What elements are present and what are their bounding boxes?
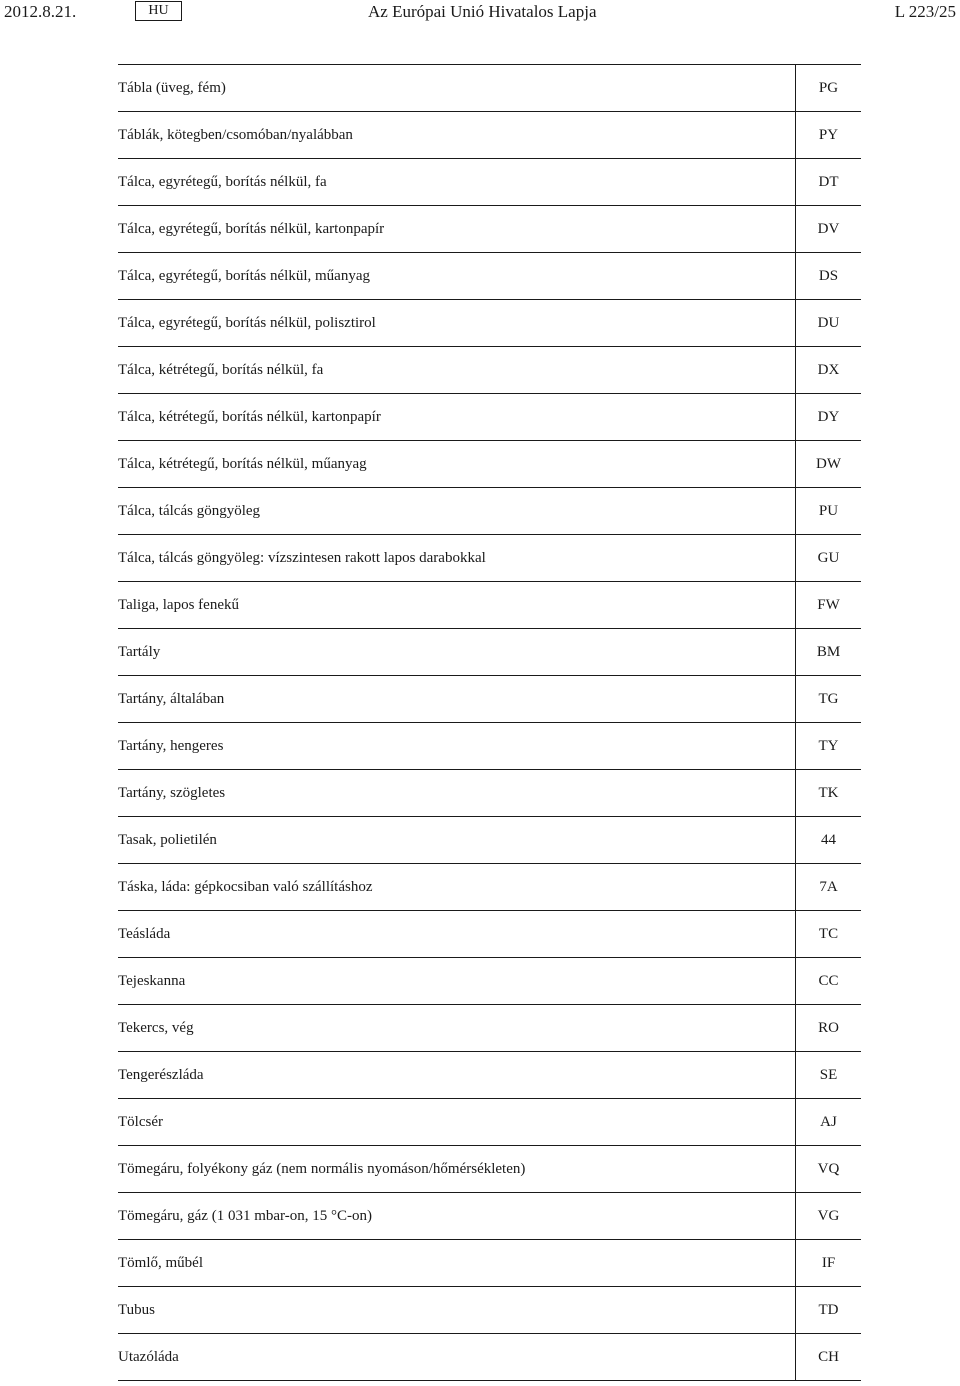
table-row [118, 911, 861, 958]
row-code: DW [816, 456, 841, 472]
row-description: Teásláda [118, 911, 796, 957]
table-row [118, 441, 861, 488]
row-description: Tömlő, műbél [118, 1240, 796, 1286]
table-row [118, 394, 861, 441]
table-row [118, 535, 861, 582]
table-row [118, 676, 861, 723]
table-row [118, 159, 861, 206]
row-code: CC [818, 973, 839, 989]
table-row [118, 1005, 861, 1052]
table-row [118, 817, 861, 864]
table-row [118, 1146, 861, 1193]
row-description: Utazóláda [118, 1334, 796, 1380]
table-row [118, 1240, 861, 1287]
row-description: Tubus [118, 1287, 796, 1333]
row-code: VQ [817, 1161, 840, 1177]
row-code: 7A [819, 879, 838, 895]
row-description: Tálca, tálcás göngyöleg: vízszintesen rakott lapos darabokkal [118, 535, 796, 581]
table-row [118, 347, 861, 394]
row-description: Tengerészláda [118, 1052, 796, 1098]
row-code: BM [816, 644, 841, 660]
row-description: Tekercs, vég [118, 1005, 796, 1051]
row-code: DS [818, 268, 839, 284]
row-code: PG [818, 80, 839, 96]
row-code: FW [817, 597, 840, 613]
row-code: PU [818, 503, 839, 519]
row-code: DY [817, 409, 840, 425]
table-row [118, 723, 861, 770]
row-description: Tömegáru, folyékony gáz (nem normális nyomáson/hőmérsékleten) [118, 1146, 796, 1192]
page-reference: L 223/25 [894, 2, 956, 21]
table-row [118, 629, 861, 676]
row-code: TY [818, 738, 839, 754]
table-row [118, 958, 861, 1005]
row-code: GU [817, 550, 840, 566]
row-code: RO [818, 1020, 839, 1036]
table-row [118, 1287, 861, 1334]
table-row [118, 864, 861, 911]
row-description: Tálca, kétrétegű, borítás nélkül, fa [118, 347, 796, 393]
table-row [118, 582, 861, 629]
table-row [118, 65, 861, 112]
row-code: PY [818, 127, 839, 143]
packaging-codes-table [118, 64, 861, 1381]
row-code: IF [821, 1255, 836, 1271]
row-description: Táblák, kötegben/csomóban/nyalábban [118, 112, 796, 158]
language-badge: HU [135, 1, 182, 21]
row-description: Tálca, kétrétegű, borítás nélkül, kartonpapír [118, 394, 796, 440]
row-description: Tálca, egyrétegű, borítás nélkül, kartonpapír [118, 206, 796, 252]
row-description: Táska, láda: gépkocsiban való szállításhoz [118, 864, 796, 910]
table-row [118, 1193, 861, 1240]
table-row [118, 112, 861, 159]
row-code: AJ [820, 1114, 837, 1130]
page-header [0, 0, 960, 26]
row-description: Tölcsér [118, 1099, 796, 1145]
row-code: TC [818, 926, 839, 942]
row-code: DT [818, 174, 839, 190]
row-description: Tálca, egyrétegű, borítás nélkül, fa [118, 159, 796, 205]
table-row [118, 300, 861, 347]
table-row [118, 1052, 861, 1099]
table-row [118, 770, 861, 817]
row-description: Tartány, hengeres [118, 723, 796, 769]
row-description: Taliga, lapos fenekű [118, 582, 796, 628]
table-row [118, 1099, 861, 1146]
publication-date: 2012.8.21. [4, 2, 77, 21]
row-code: VG [817, 1208, 840, 1224]
row-code: TD [818, 1302, 839, 1318]
row-description: Tálca, tálcás göngyöleg [118, 488, 796, 534]
journal-title: Az Európai Unió Hivatalos Lapja [368, 2, 597, 21]
row-description: Tálca, egyrétegű, borítás nélkül, polisztirol [118, 300, 796, 346]
row-description: Tasak, polietilén [118, 817, 796, 863]
row-code: TK [818, 785, 839, 801]
row-description: Tartány, szögletes [118, 770, 796, 816]
table-row [118, 253, 861, 300]
row-description: Tejeskanna [118, 958, 796, 1004]
row-code: DX [817, 362, 840, 378]
row-description: Tábla (üveg, fém) [118, 65, 796, 111]
row-description: Tömegáru, gáz (1 031 mbar-on, 15 °C-on) [118, 1193, 796, 1239]
row-code: TG [818, 691, 839, 707]
row-code: SE [819, 1067, 838, 1083]
row-code: CH [818, 1349, 839, 1365]
row-code: DV [817, 221, 840, 237]
row-code: DU [817, 315, 840, 331]
table-row [118, 1334, 861, 1381]
row-description: Tálca, egyrétegű, borítás nélkül, műanyag [118, 253, 796, 299]
row-description: Tálca, kétrétegű, borítás nélkül, műanyag [118, 441, 796, 487]
table-row [118, 206, 861, 253]
row-description: Tartány, általában [118, 676, 796, 722]
row-description: Tartály [118, 629, 796, 675]
row-code: 44 [821, 832, 836, 848]
table-row [118, 488, 861, 535]
